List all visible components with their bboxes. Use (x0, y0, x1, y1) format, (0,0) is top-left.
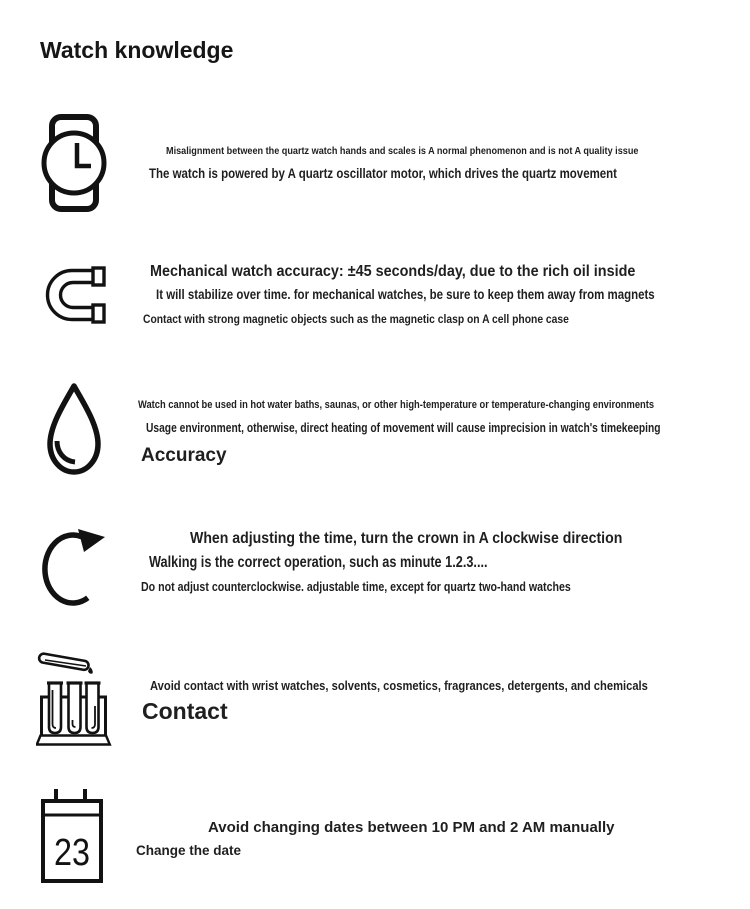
text-line: When adjusting the time, turn the crown in A clockwise direction (190, 530, 623, 547)
water-drop-icon (41, 381, 107, 478)
magnet-icon (40, 266, 106, 324)
section-heading-accuracy: Accuracy (141, 445, 227, 466)
calendar-icon (41, 788, 103, 884)
text-line: Misalignment between the quartz watch hands and scales is A normal phenomenon and is not A quality issue (166, 146, 639, 157)
text-line: Mechanical watch accuracy: ±45 seconds/day, due to the rich oil inside (150, 263, 636, 280)
text-line: It will stabilize over time. for mechanical watches, be sure to keep them away from magnets (156, 287, 655, 302)
wristwatch-icon (41, 113, 107, 213)
text-line: Do not adjust counterclockwise. adjustable time, except for quartz two-hand watches (141, 580, 571, 594)
text-line: Watch cannot be used in hot water baths, saunas, or other high-temperature or temperature-changing environments (138, 399, 655, 411)
text-line: Change the date (136, 843, 242, 858)
test-tubes-icon (36, 648, 112, 748)
text-line: The watch is powered by A quartz oscillator motor, which drives the quartz movement (149, 165, 618, 181)
text-line: Usage environment, otherwise, direct heating of movement will cause imprecision in watch's timekeeping (146, 421, 661, 435)
clockwise-arrow-icon (38, 525, 108, 609)
section-heading-contact: Contact (142, 698, 228, 724)
text-line: Walking is the correct operation, such as minute 1.2.3.... (149, 554, 488, 571)
text-line: Contact with strong magnetic objects such as the magnetic clasp on A cell phone case (143, 312, 569, 326)
calendar-day-number: 23 (54, 832, 90, 874)
text-line: Avoid contact with wrist watches, solvents, cosmetics, fragrances, detergents, and chemicals (150, 678, 648, 693)
text-line: Avoid changing dates between 10 PM and 2 AM manually (208, 819, 615, 836)
page-title: Watch knowledge (40, 37, 234, 63)
